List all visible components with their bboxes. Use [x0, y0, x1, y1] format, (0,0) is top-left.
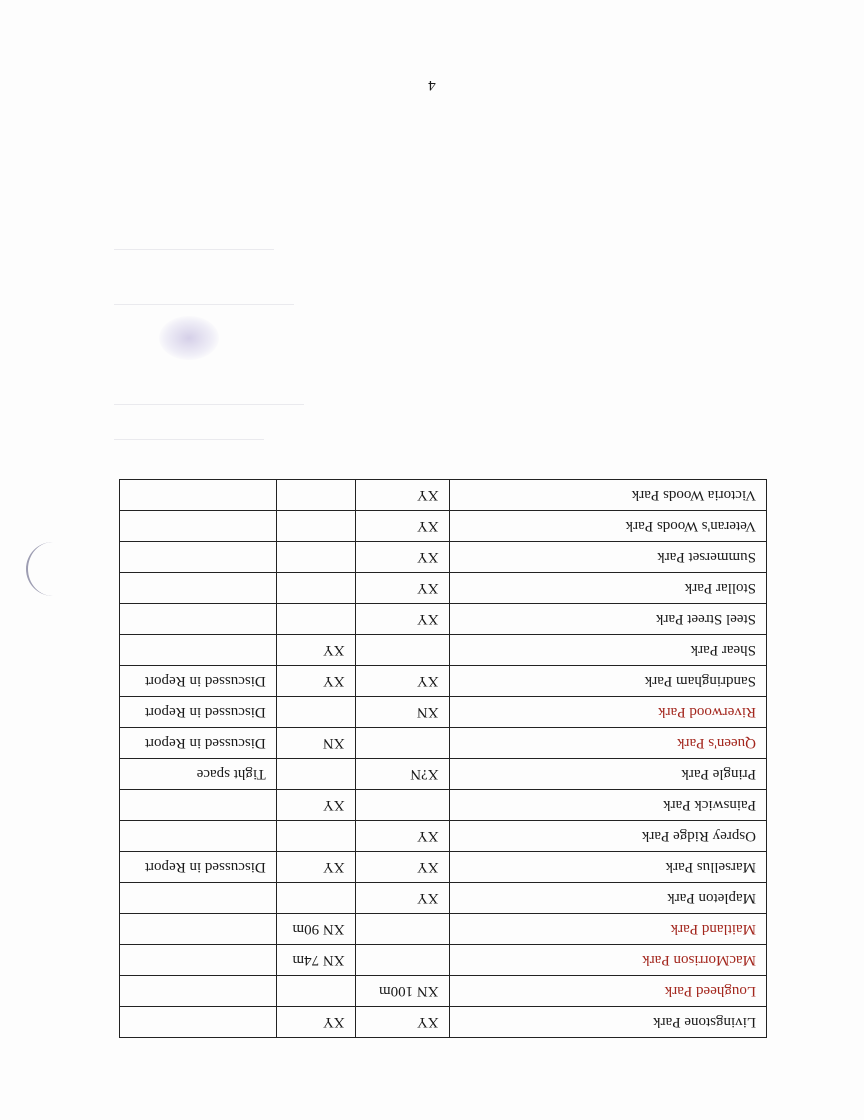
- table-row: [120, 790, 767, 821]
- parks-table-body: [120, 480, 767, 1038]
- assessment-a-cell: XY: [355, 573, 449, 604]
- assessment-a-cell: XY: [355, 480, 449, 511]
- note-cell: Discussed in Report: [120, 728, 277, 759]
- assessment-b-cell: XY: [276, 1007, 355, 1038]
- table-row: [120, 635, 767, 666]
- binder-ring-mark: [26, 542, 56, 596]
- park-name-cell: Riverwood Park: [449, 697, 766, 728]
- note-cell: Discussed in Report: [120, 852, 277, 883]
- table-row: [120, 480, 767, 511]
- assessment-a-cell: XY: [355, 604, 449, 635]
- faint-bleed-line: [114, 249, 274, 250]
- assessment-b-cell: [276, 604, 355, 635]
- park-name-cell: Steel Street Park: [449, 604, 766, 635]
- table-row: [120, 666, 767, 697]
- assessment-a-cell: XY: [355, 542, 449, 573]
- note-cell: [120, 635, 277, 666]
- assessment-a-cell: [355, 728, 449, 759]
- table-row: [120, 914, 767, 945]
- assessment-a-cell: [355, 945, 449, 976]
- assessment-a-cell: [355, 635, 449, 666]
- park-name-cell: Sandringham Park: [449, 666, 766, 697]
- assessment-b-cell: [276, 697, 355, 728]
- park-name-cell: Veteran's Woods Park: [449, 511, 766, 542]
- table-row: [120, 945, 767, 976]
- assessment-b-cell: XY: [276, 666, 355, 697]
- assessment-a-cell: [355, 914, 449, 945]
- note-cell: [120, 573, 277, 604]
- assessment-a-cell: XY: [355, 821, 449, 852]
- assessment-a-cell: XN: [355, 697, 449, 728]
- park-name-cell: Lougheed Park: [449, 976, 766, 1007]
- assessment-a-cell: XY: [355, 1007, 449, 1038]
- park-name-cell: Livingstone Park: [449, 1007, 766, 1038]
- table-row: [120, 728, 767, 759]
- assessment-a-cell: XY: [355, 666, 449, 697]
- assessment-a-cell: XY: [355, 852, 449, 883]
- note-cell: Tight space: [120, 759, 277, 790]
- park-name-cell: Painswick Park: [449, 790, 766, 821]
- park-name-cell: Mapleton Park: [449, 883, 766, 914]
- assessment-b-cell: XY: [276, 852, 355, 883]
- table-row: [120, 573, 767, 604]
- assessment-b-cell: [276, 480, 355, 511]
- park-name-cell: Pringle Park: [449, 759, 766, 790]
- note-cell: [120, 604, 277, 635]
- assessment-a-cell: X?N: [355, 759, 449, 790]
- page-number: 4: [428, 77, 436, 93]
- faint-bleed-line: [114, 304, 294, 305]
- faint-bleed-line: [114, 439, 264, 440]
- assessment-b-cell: [276, 542, 355, 573]
- assessment-b-cell: [276, 759, 355, 790]
- assessment-b-cell: XN: [276, 728, 355, 759]
- table-row: [120, 511, 767, 542]
- park-name-cell: Shear Park: [449, 635, 766, 666]
- assessment-b-cell: [276, 573, 355, 604]
- park-name-cell: Marsellus Park: [449, 852, 766, 883]
- park-name-cell: MacMorrison Park: [449, 945, 766, 976]
- park-name-cell: Osprey Ridge Park: [449, 821, 766, 852]
- ink-smudge: [159, 316, 219, 360]
- assessment-a-cell: [355, 790, 449, 821]
- note-cell: [120, 511, 277, 542]
- park-name-cell: Stollar Park: [449, 573, 766, 604]
- park-name-cell: Victoria Woods Park: [449, 480, 766, 511]
- parks-table: [119, 479, 767, 1038]
- note-cell: Discussed in Report: [120, 666, 277, 697]
- table-row: [120, 883, 767, 914]
- assessment-a-cell: XY: [355, 883, 449, 914]
- table-row: [120, 697, 767, 728]
- note-cell: [120, 883, 277, 914]
- note-cell: [120, 542, 277, 573]
- note-cell: [120, 914, 277, 945]
- assessment-a-cell: XN 100m: [355, 976, 449, 1007]
- note-cell: [120, 976, 277, 1007]
- assessment-a-cell: XY: [355, 511, 449, 542]
- note-cell: [120, 480, 277, 511]
- table-row: [120, 821, 767, 852]
- table-row: [120, 542, 767, 573]
- assessment-b-cell: [276, 821, 355, 852]
- table-row: [120, 852, 767, 883]
- note-cell: Discussed in Report: [120, 697, 277, 728]
- assessment-b-cell: [276, 511, 355, 542]
- assessment-b-cell: XY: [276, 635, 355, 666]
- assessment-b-cell: XY: [276, 790, 355, 821]
- assessment-b-cell: [276, 883, 355, 914]
- table-row: [120, 604, 767, 635]
- assessment-b-cell: XN 74m: [276, 945, 355, 976]
- assessment-b-cell: XN 90m: [276, 914, 355, 945]
- table-row: [120, 976, 767, 1007]
- assessment-b-cell: [276, 976, 355, 1007]
- note-cell: [120, 945, 277, 976]
- note-cell: [120, 790, 277, 821]
- park-name-cell: Summerset Park: [449, 542, 766, 573]
- note-cell: [120, 821, 277, 852]
- faint-bleed-line: [114, 404, 304, 405]
- table-row: [120, 759, 767, 790]
- table-row: [120, 1007, 767, 1038]
- park-name-cell: Maitland Park: [449, 914, 766, 945]
- park-name-cell: Queen's Park: [449, 728, 766, 759]
- note-cell: [120, 1007, 277, 1038]
